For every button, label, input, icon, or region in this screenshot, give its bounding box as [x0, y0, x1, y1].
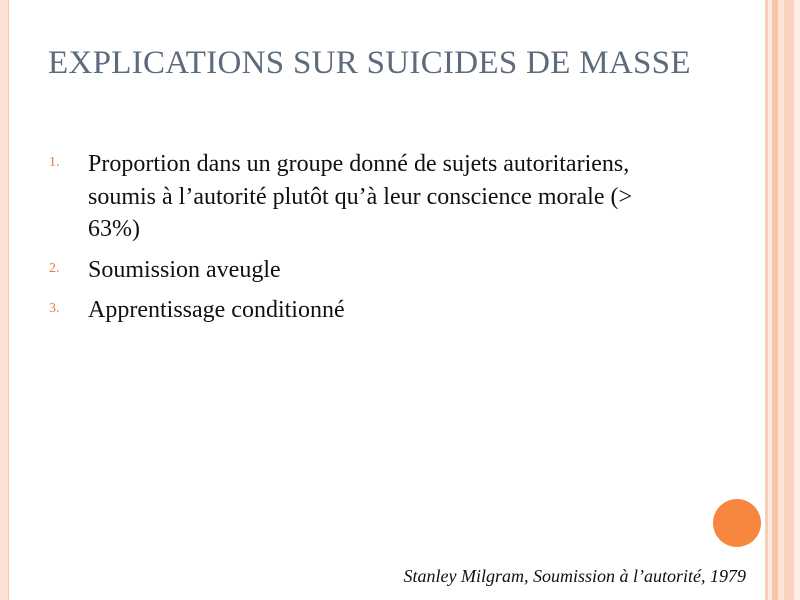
- left-decorative-stripe: [0, 0, 8, 600]
- list-item-text: Soumission aveugle: [88, 256, 281, 283]
- list-item-number: 2.: [49, 260, 60, 276]
- list-item: [48, 294, 668, 327]
- citation: Stanley Milgram, Soumission à l’autorité, 1979: [403, 566, 746, 586]
- slide-title: EXPLICATIONS SUR SUICIDES DE MASSE: [48, 45, 691, 81]
- numbered-list: [48, 148, 668, 335]
- left-stripe-line: [8, 0, 9, 600]
- right-decorative-band: [784, 0, 794, 600]
- right-decorative-band: [794, 0, 800, 600]
- list-item: [48, 254, 668, 287]
- list-item-text: Apprentissage conditionné: [88, 297, 345, 323]
- list-item-number: 3.: [49, 301, 60, 316]
- list-item-number: 1.: [49, 155, 60, 170]
- list-item: [48, 148, 668, 246]
- list-item-text: Proportion dans un groupe donné de sujets autoritariens, soumis à l’autorité plutôt qu’à leur conscience morale (> 63%): [88, 151, 633, 242]
- decorative-circle: [713, 499, 761, 547]
